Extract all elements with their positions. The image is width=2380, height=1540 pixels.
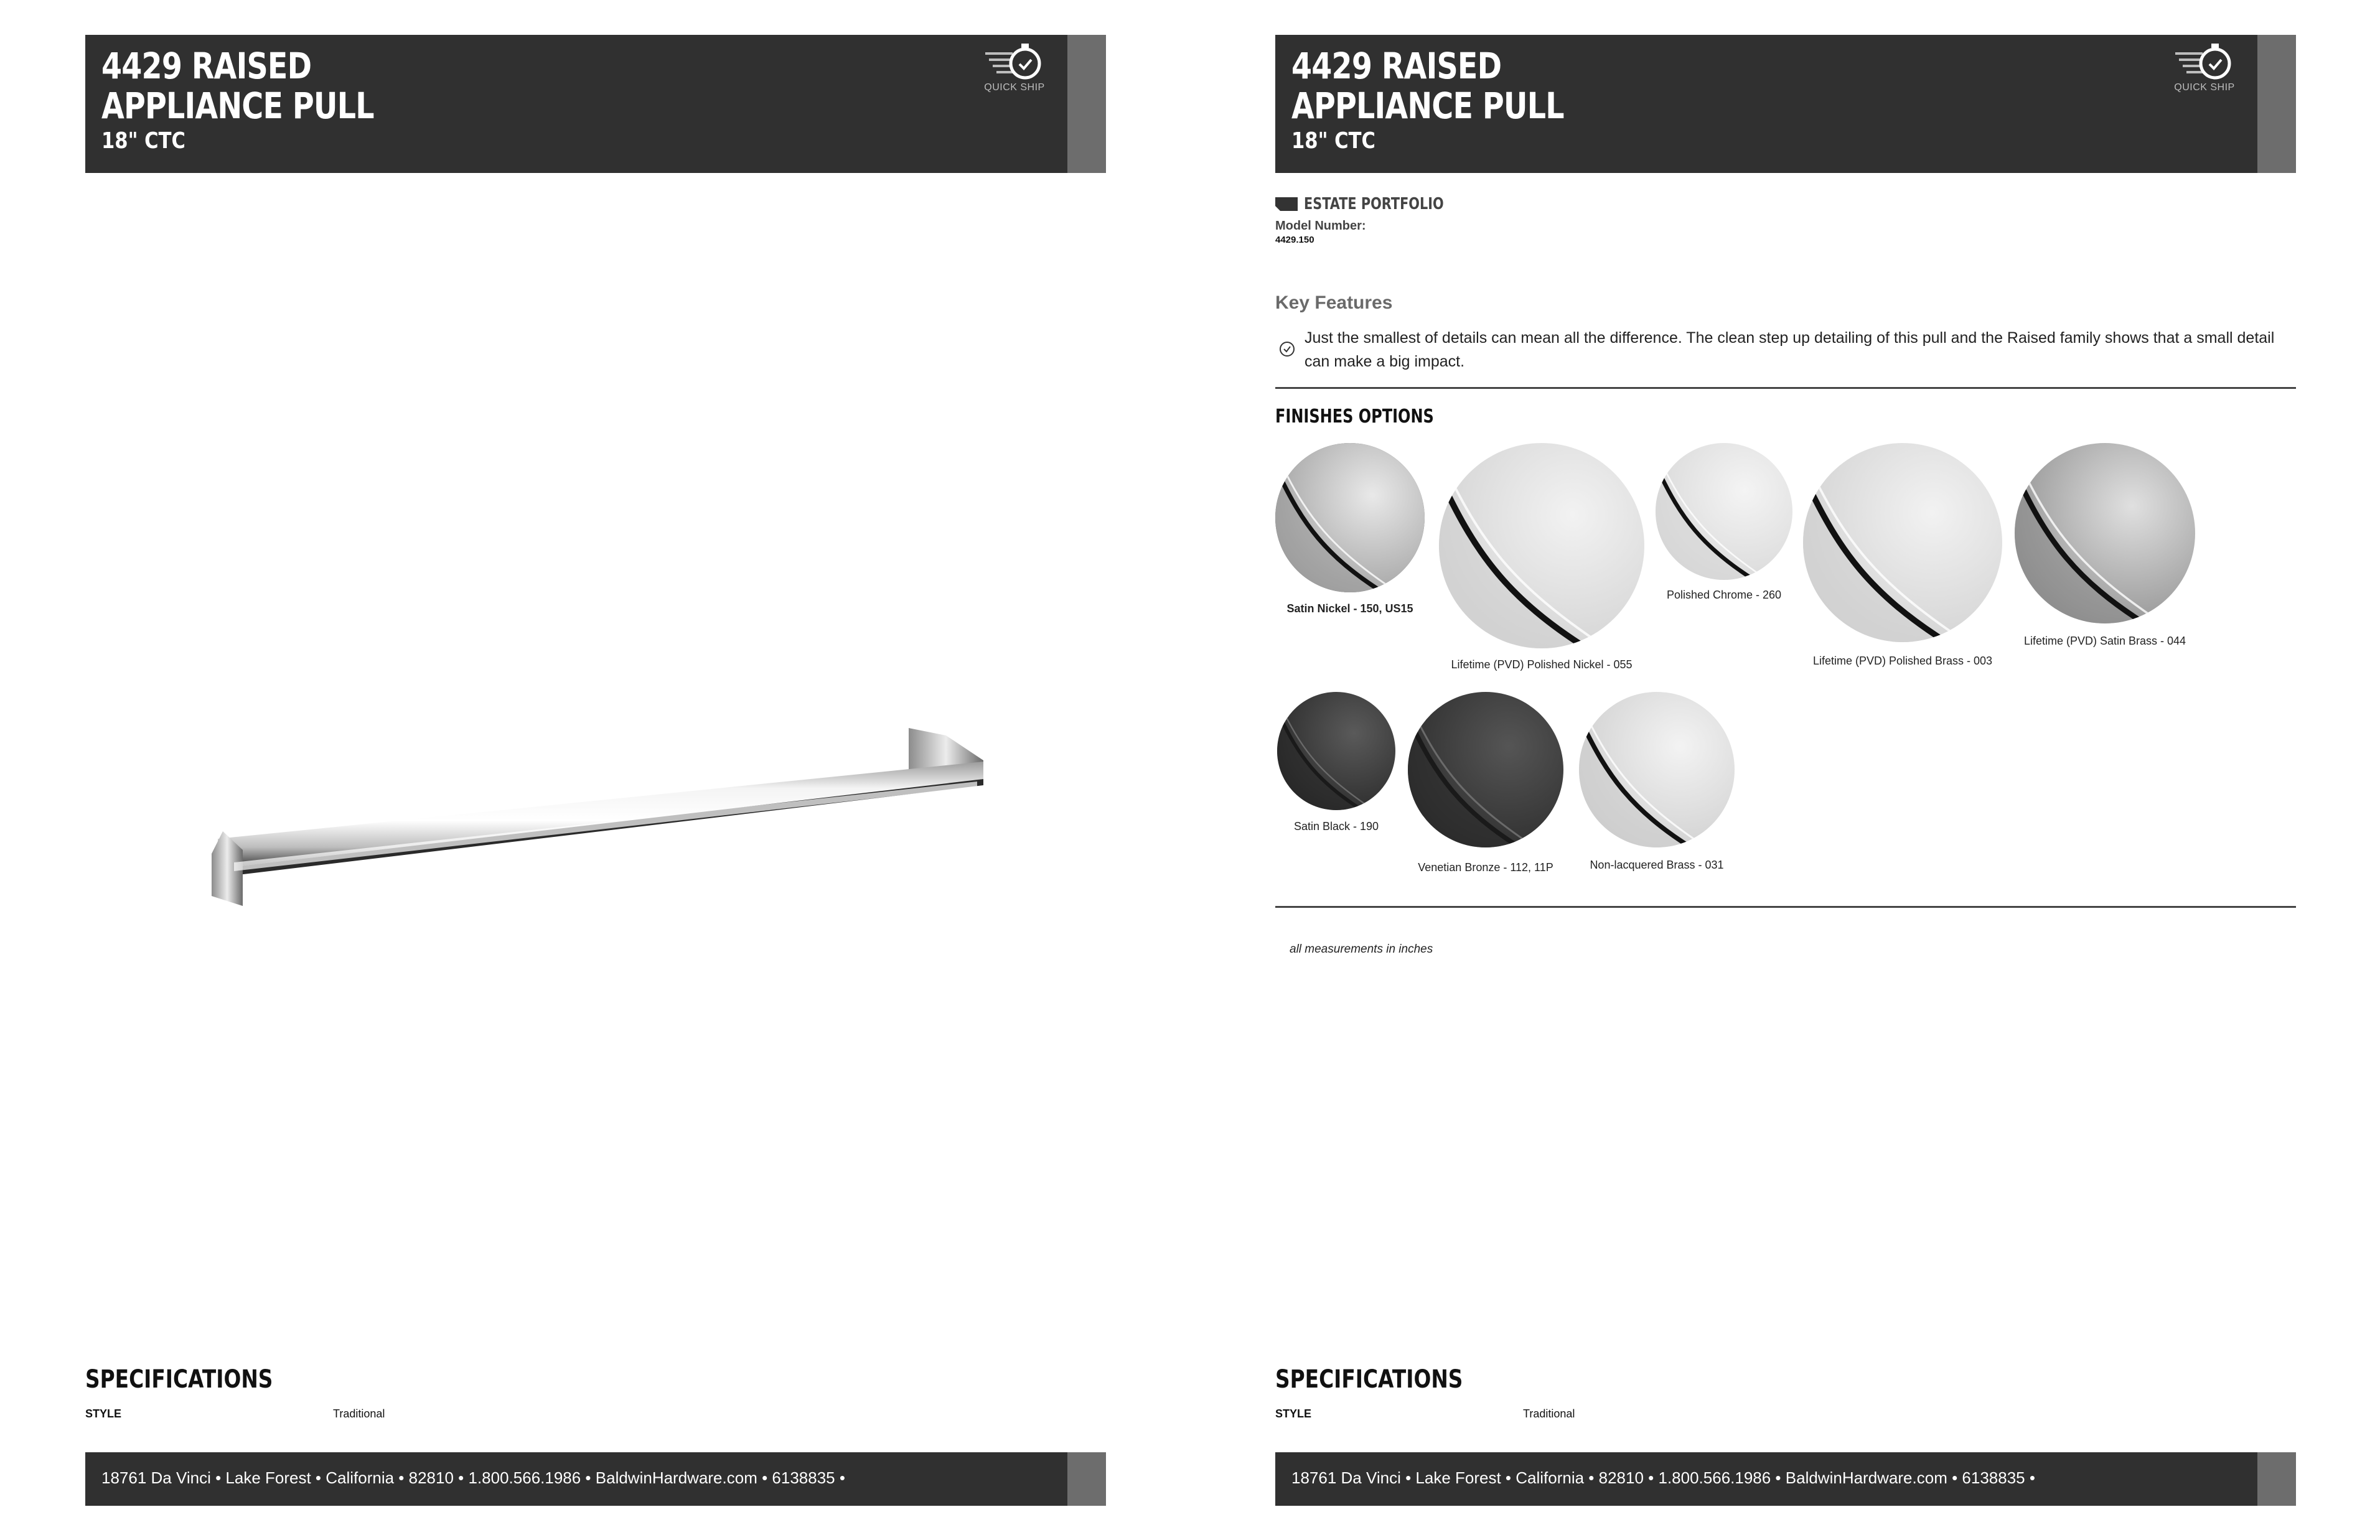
finish-swatch xyxy=(1656,443,1792,580)
portfolio-line xyxy=(1275,195,1479,213)
product-title xyxy=(101,46,469,126)
product-title-line2: APPLIANCE PULL xyxy=(1291,85,1564,127)
footer-accent-bar xyxy=(1067,1452,1106,1506)
finish-swatch xyxy=(1275,443,1425,592)
footer-contact-text: 18761 Da Vinci • Lake Forest • California • 82810 • 1.800.566.1986 • BaldwinHardware.com • 6138835 • xyxy=(101,1468,845,1487)
finish-swatch-label: Satin Black - 190 xyxy=(1293,820,1379,833)
finish-swatch xyxy=(1439,443,1644,648)
specifications-heading: SPECIFICATIONS xyxy=(1275,1365,1463,1394)
check-circle-icon xyxy=(1279,341,1295,357)
finishes-heading: FINISHES OPTIONS xyxy=(1275,406,1434,427)
quick-ship-label: QUICK SHIP xyxy=(2174,82,2235,93)
finish-swatch xyxy=(1803,443,2002,642)
divider xyxy=(1275,906,2296,908)
finish-swatch xyxy=(2015,443,2195,623)
footer-accent-bar xyxy=(2257,1452,2296,1506)
product-title-line1: 4429 RAISED xyxy=(101,45,312,87)
finish-swatch-label: Venetian Bronze - 112, 11P xyxy=(1418,861,1553,874)
product-header xyxy=(1275,35,2296,173)
portfolio-name: ESTATE PORTFOLIO xyxy=(1304,195,1444,213)
specifications-heading: SPECIFICATIONS xyxy=(85,1365,273,1394)
measurement-note: all measurements in inches xyxy=(1290,943,1433,956)
divider xyxy=(1275,387,2296,389)
model-number-value: 4429.150 xyxy=(1275,235,1314,245)
key-features-heading: Key Features xyxy=(1275,292,1393,313)
page-footer xyxy=(1275,1452,2296,1506)
stopwatch-icon xyxy=(980,41,1049,85)
finish-swatch xyxy=(1408,692,1563,847)
spec-style-value: Traditional xyxy=(333,1407,385,1420)
spec-style-key: STYLE xyxy=(1275,1407,1312,1420)
product-subtitle: 18" CTC xyxy=(101,128,185,154)
finish-swatch-label: Satin Nickel - 150, US15 xyxy=(1286,602,1413,615)
header-accent-bar xyxy=(1067,35,1106,173)
quick-ship-badge xyxy=(2170,41,2239,110)
product-title-line2: APPLIANCE PULL xyxy=(101,85,374,127)
product-title-line1: 4429 RAISED xyxy=(1291,45,1502,87)
footer-contact-text: 18761 Da Vinci • Lake Forest • California • 82810 • 1.800.566.1986 • BaldwinHardware.com • 6138835 • xyxy=(1291,1468,2035,1487)
finish-swatch-label: Lifetime (PVD) Polished Brass - 003 xyxy=(1812,655,1993,667)
quick-ship-label: QUICK SHIP xyxy=(984,82,1045,93)
finish-swatch xyxy=(1277,692,1395,810)
product-image xyxy=(205,722,990,933)
spec-sheet-page-right xyxy=(1190,0,2380,1540)
finish-swatch-label: Lifetime (PVD) Polished Nickel - 055 xyxy=(1451,658,1633,671)
finish-swatch-label: Lifetime (PVD) Satin Brass - 044 xyxy=(2023,635,2186,647)
finish-swatch-label: Polished Chrome - 260 xyxy=(1666,589,1782,601)
product-title xyxy=(1291,46,1659,126)
product-header xyxy=(85,35,1106,173)
page-footer xyxy=(85,1452,1106,1506)
finish-swatch-label: Non-lacquered Brass - 031 xyxy=(1590,859,1724,871)
quick-ship-badge xyxy=(980,41,1049,110)
product-subtitle: 18" CTC xyxy=(1291,128,1375,154)
spec-style-key: STYLE xyxy=(85,1407,122,1420)
model-number-label: Model Number: xyxy=(1275,219,1366,233)
finish-swatch xyxy=(1579,692,1735,847)
portfolio-flag-icon xyxy=(1275,197,1298,211)
key-feature-text: Just the smallest of details can mean all the difference. The clean step up detailing of this pull and the Raised family shows that a small detail can make a big impact. xyxy=(1305,329,2275,370)
header-accent-bar xyxy=(2257,35,2296,173)
spec-style-value: Traditional xyxy=(1523,1407,1575,1420)
stopwatch-icon xyxy=(2170,41,2239,85)
